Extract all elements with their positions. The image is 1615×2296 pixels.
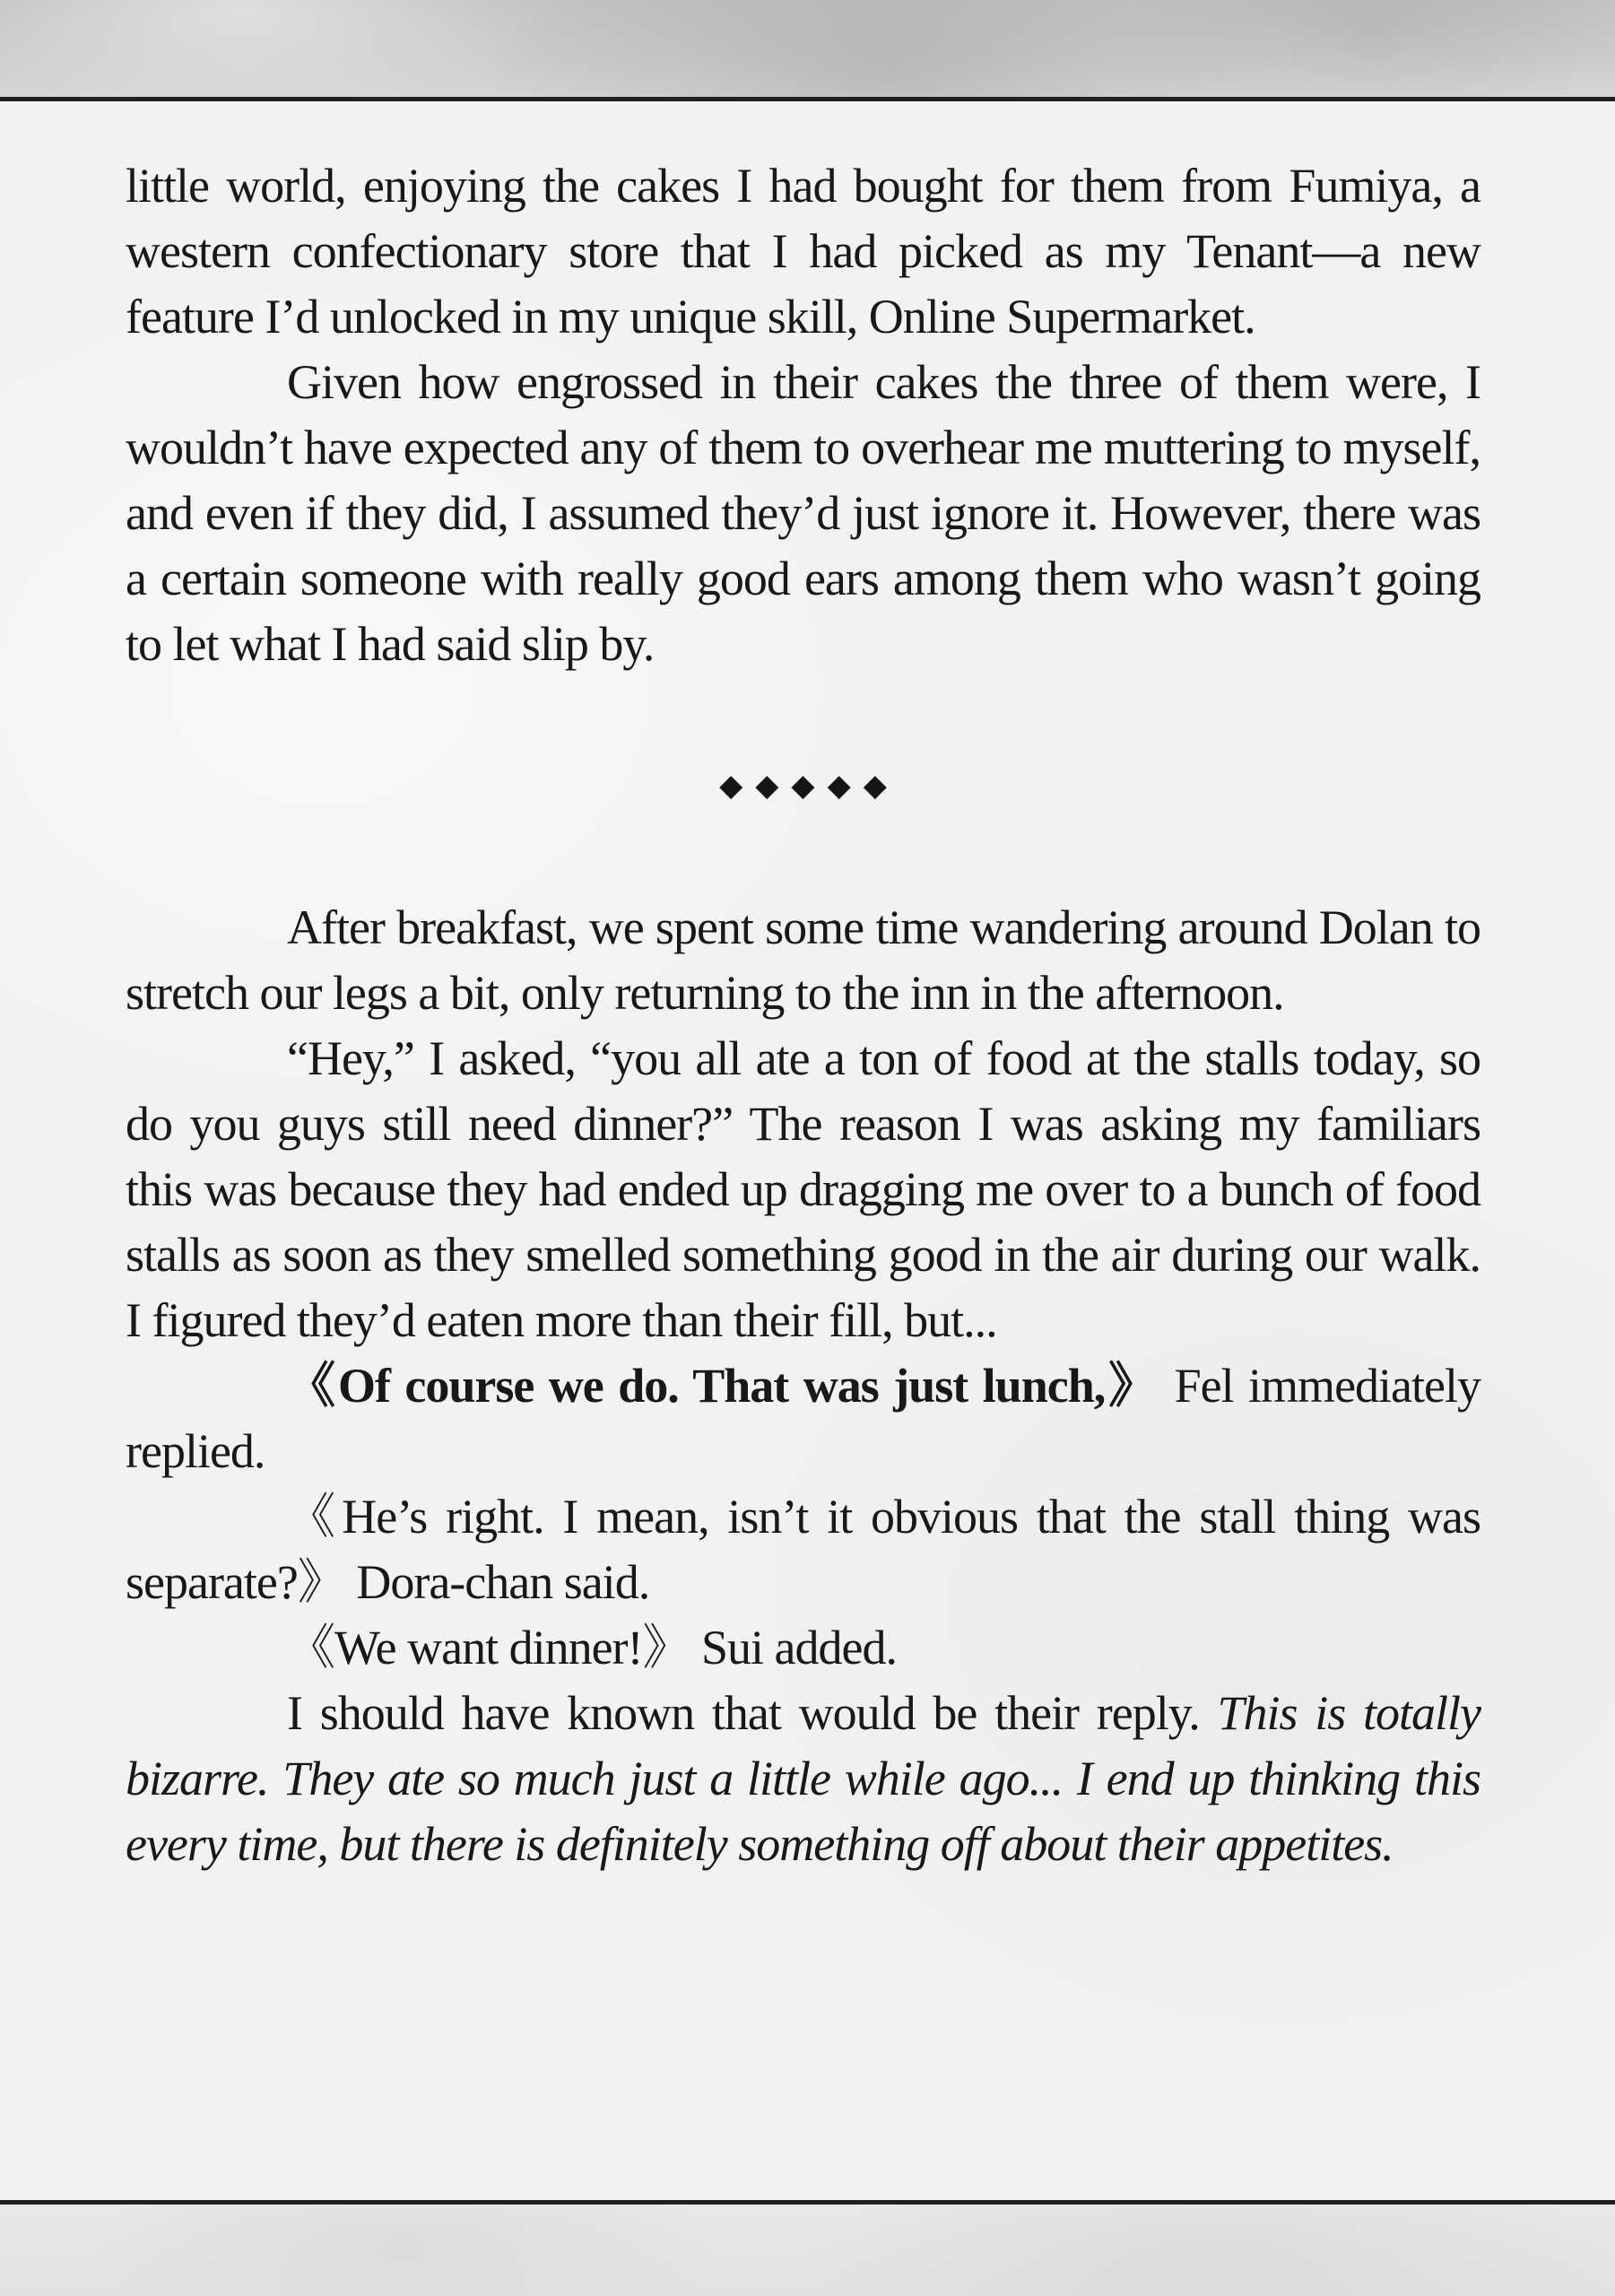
inner-monologue-italic-text: This is totally bizarre. They ate so much just a little while ago... I end up thinking this every time, but there is definitely something off about their appetites. bbox=[126, 1686, 1481, 1871]
page-top-margin-band bbox=[0, 0, 1615, 101]
paragraph-text: Given how engrossed in their cakes the three of them were, I wouldn’t have expected any of them to overhear me muttering to myself, and even if they did, I assumed they’d just ignore it. However, there was a certain someone with really good ears among them who wasn’t going to let what I had said slip by. bbox=[126, 355, 1480, 671]
page-text-area bbox=[0, 101, 1615, 2200]
dialogue-bold-text: 《Of course we do. That was just lunch,》 bbox=[287, 1359, 1160, 1413]
paragraph-text: 《He’s right. I mean, isn’t it obvious that the stall thing was separate?》 Dora-chan said. bbox=[126, 1490, 1480, 1609]
paragraph bbox=[126, 153, 1480, 350]
paragraph bbox=[126, 350, 1480, 677]
paragraph bbox=[126, 1026, 1480, 1353]
page-bottom-margin-band bbox=[0, 2200, 1615, 2296]
paragraph bbox=[126, 895, 1480, 1026]
paragraph-text: Fel immediately replied. bbox=[126, 1359, 1480, 1478]
paragraph-dialogue-sui bbox=[126, 1615, 1480, 1681]
paragraph-dialogue-fel bbox=[126, 1353, 1480, 1484]
paragraph-text: little world, enjoying the cakes I had bought for them from Fumiya, a western confectionary store that I had picked as my Tenant—a new feature I’d unlocked in my unique skill, Online Supermarket. bbox=[126, 159, 1480, 344]
paragraph-text: After breakfast, we spent some time wandering around Dolan to stretch our legs a bit, only returning to the inn in the afternoon. bbox=[126, 900, 1480, 1020]
paragraph-text: I should have known that would be their reply. bbox=[287, 1686, 1218, 1740]
paragraph-text: “Hey,” I asked, “you all ate a ton of food at the stalls today, so do you guys still need dinner?” The reason I was asking my familiars this was because they had ended up dragging me over to a bunch of food stalls as soon as they smelled something good in the air during our walk. I figured they’d eaten more than their fill, but... bbox=[126, 1031, 1480, 1347]
scene-break-diamonds: ◆◆◆◆◆ bbox=[719, 768, 899, 804]
paragraph-dialogue-dora-chan bbox=[126, 1484, 1480, 1615]
paragraph bbox=[126, 1681, 1480, 1877]
paragraph-text: 《We want dinner!》 Sui added. bbox=[287, 1621, 897, 1674]
